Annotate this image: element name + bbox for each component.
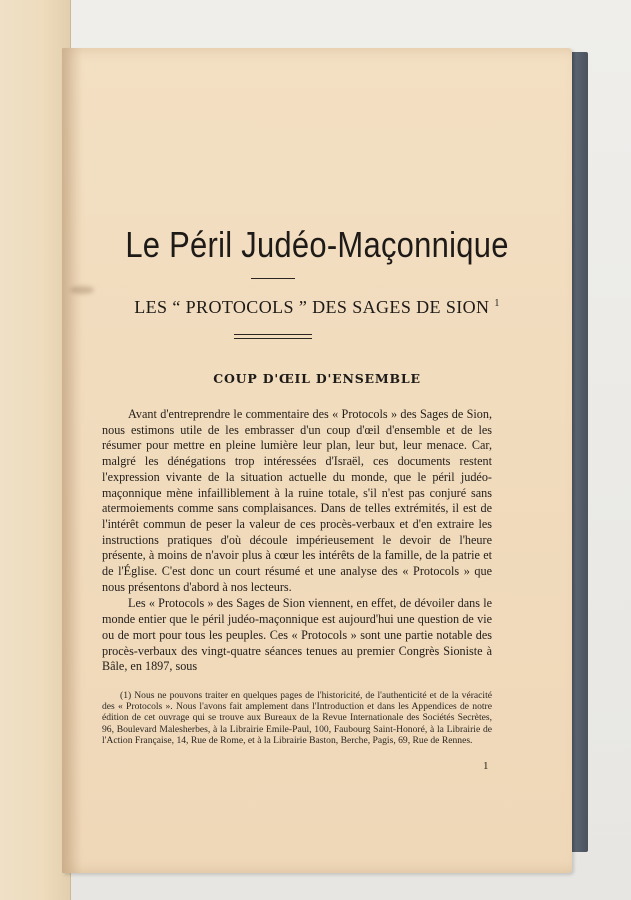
book-page [62,48,572,873]
left-page-edge [0,0,71,900]
page-title: Le Péril Judéo-Maçonnique [125,224,509,265]
body-text [102,407,492,675]
page-smudge [70,286,94,294]
footnote [102,690,492,746]
page-subtitle [62,297,572,318]
page-number: 1 [483,760,489,772]
gutter-shadow [62,48,82,873]
subtitle-text: LES “ PROTOCOLS ” DES SAGES DE SION [134,297,490,317]
section-heading: COUP D'ŒIL D'ENSEMBLE [213,371,421,386]
paragraph: Les « Protocols » des Sages de Sion viennent, en effet, de dévoiler dans le monde entier que le péril judéo-maçonnique est aujourd'hui une question de vie ou de mort pour tous les peuples. Ces « Protocols » sont une partie notable des procès-verbaux des vingt-quatre séances tenues au premier Congrès Sioniste à Bâle, en 1897, sous [102,596,492,674]
footnote-marker: 1 [494,298,500,309]
double-rule [234,334,312,339]
title-rule [251,278,295,279]
footnote-text: (1) Nous ne pouvons traiter en quelques pages de l'historicité, de l'authenticité et de la véracité des « Protocols ». Nous l'avons fait amplement dans l'Introduction et dans les Appendices de notre édition de cet ouvrage qui se trouve aux Bureaux de la Revue Internationale des Sociétés Secrètes, 96, Boulevard Malesherbes, à la Librairie Emile-Paul, 100, Faubourg Saint-Honoré, à la Librairie de l'Action Française, 14, Rue de Rome, et à la Librairie Baston, Berche, Pagis, 69, Rue de Rennes. [102,690,492,746]
paragraph: Avant d'entreprendre le commentaire des « Protocols » des Sages de Sion, nous estimons utile de les embrasser d'un coup d'œil d'ensemble et de les résumer pour mettre en pleine lumière leur plan, leur but, leur menace. Car, malgré les dénégations trop intéressées d'Israël, ces documents restent l'expression vivante de la situation actuelle du monde, que le péril judéo-maçonnique mène infailliblement à la ruine totale, s'il n'est pas conjuré sans atermoiements comme sans complaisances. Dans de telles extrémités, il est de l'intérêt commun de peser la valeur de ces procès-verbaux et d'en extraire les instructions pratiques d'où découle impérieusement le devoir de l'heure présente, à moins de n'avoir plus à cœur les intérêts de la famille, de la patrie et de l'Église. C'est donc un court résumé et une analyse des « Protocols » que nous présentons d'abord à nos lecteurs. [102,407,492,594]
